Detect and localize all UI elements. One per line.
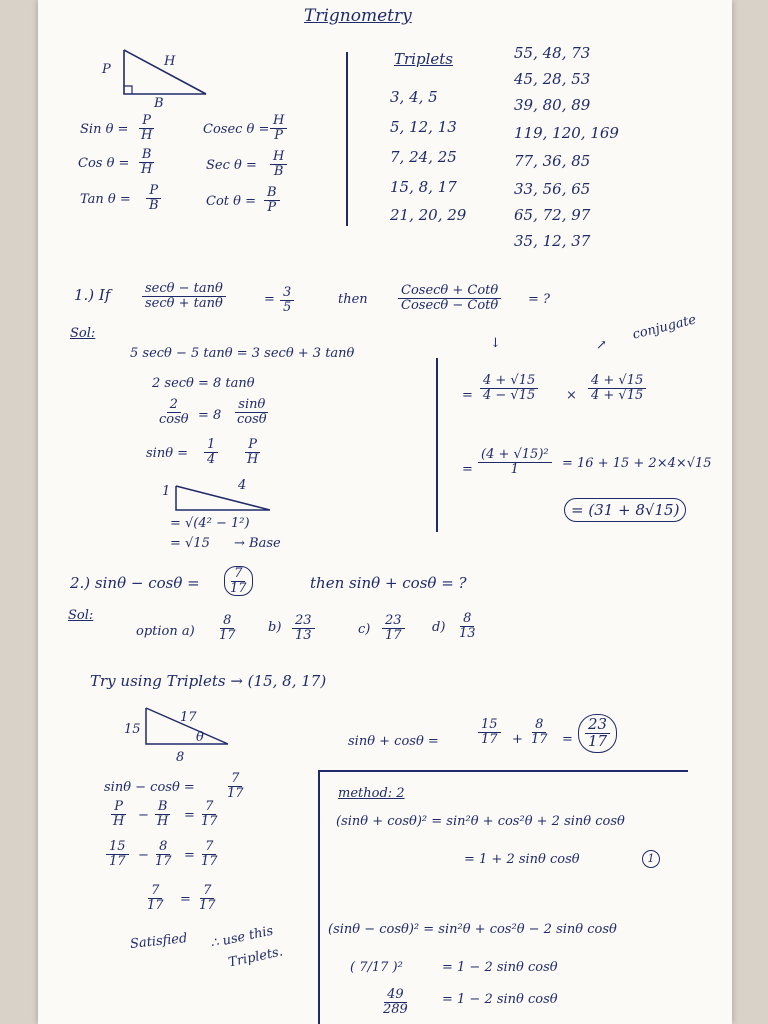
q1-conjugate-note: conjugate [631,312,698,343]
q2-label: 2.) sinθ − cosθ = [70,574,200,592]
triplet-item: 45, 28, 53 [514,70,591,88]
triplet-item: 119, 120, 169 [514,124,619,142]
down-arrow: ↓ [490,336,501,351]
triangle-label-p: P [102,62,111,77]
q1-divider [436,358,438,532]
q1-r3-tail: = 16 + 15 + 2×4×√15 [562,456,712,471]
tan-label: Tan θ = [80,192,131,207]
cot-label: Cot θ = [206,194,256,209]
notebook-page [38,0,732,1024]
triplet-item: 39, 80, 89 [514,96,591,114]
page-title: Trignometry [304,6,412,26]
q2-option-b: $\frac{23}{13}$ [292,614,315,642]
sin-label: Sin θ = [80,122,129,137]
q2-triangle-8: 8 [176,750,185,765]
q2-eq: = [180,892,191,907]
q1-step: 5 secθ − 5 tanθ = 3 secθ + 3 tanθ [130,346,355,361]
triplet-item: 3, 4, 5 [390,88,438,106]
q1-base-step: = √(4² − 1²) [170,516,250,531]
method2-line: = 1 − 2 sinθ cosθ [442,960,558,975]
q2-triplets-word: Triplets. [227,944,285,971]
q2-use-this: ∴ use this [209,923,275,952]
q2-option-b-label: b) [268,620,282,635]
q2-option-a: $\frac{8}{17}$ [219,613,236,643]
q2-satisfied: Satisfied [129,931,189,952]
triplet-item: 55, 48, 73 [514,44,591,62]
q2-sol: Sol: [68,608,94,623]
q2-sum-line: sinθ + cosθ = [348,734,439,749]
triplet-item: 7, 24, 25 [390,148,457,166]
q1-r2-fraction: $\frac{4 + √15}{4 + √15}$ [588,374,646,402]
q2-triangle-15: 15 [124,722,141,737]
triplets-heading: Triplets [394,50,453,68]
tan-fraction: $\frac{P}{B}$ [146,184,162,212]
q2-option-c: $\frac{23}{17}$ [382,614,405,642]
q1-triangle-four: 4 [238,478,247,493]
triplet-item: 33, 56, 65 [514,180,591,198]
triangle-label-h: H [164,54,176,69]
q2-plus: + [512,732,523,747]
q2-minus: − [138,808,149,823]
conjugate-arrow: ↗ [596,338,607,353]
method2-fraction: $\frac{49}{289}$ [383,987,408,1017]
q1-step4-frac: $\frac{1}{4}$ [204,438,218,466]
method2-line: = 1 − 2 sinθ cosθ [442,992,558,1007]
q2-check1-frac: $\frac{7}{17}$ [227,771,244,801]
q2-check4-l: $\frac{7}{17}$ [147,883,164,913]
method2-divider [318,770,320,1024]
method2-equation-tag: 1 [642,850,660,868]
triangle-label-b: B [154,96,164,111]
q2-triangle-theta: θ [196,730,204,745]
q1-step4: sinθ = [146,446,189,461]
triplet-item: 35, 12, 37 [514,232,591,250]
triplet-item: 65, 72, 97 [514,206,591,224]
q2-triangle-17: 17 [180,710,197,725]
q1-times: × [566,388,577,403]
q2-sum-answer: $\frac{23}{17}$ [578,714,617,753]
sec-label: Sec θ = [206,158,257,173]
q2-try-line: Try using Triplets → (15, 8, 17) [90,672,327,690]
q2-check4-r: $\frac{7}{17}$ [199,883,216,913]
q1-ask-tail: = ? [528,292,550,307]
q1-then: then [338,292,368,307]
top-divider [346,52,348,226]
q2-sum-eq: = [562,732,573,747]
q1-r1-fraction: $\frac{4 + √15}{4 - √15}$ [480,374,538,402]
method2-top-rule [318,770,688,772]
cosec-label: Cosec θ = [203,122,270,137]
q2-check3-b: $\frac{8}{17}$ [155,839,172,869]
triplet-item: 5, 12, 13 [390,118,457,136]
triplet-item: 77, 36, 85 [514,152,591,170]
q2-check-line: sinθ − cosθ = [104,780,195,795]
q1-step4-ph: $\frac{P}{H}$ [247,437,259,467]
q2-check2-r: $\frac{7}{17}$ [201,799,218,829]
q1-rhs-fraction: $\frac{3}{5}$ [280,286,294,314]
q2-option-c-label: c) [358,622,371,637]
q1-r3-fraction: $\frac{\text{(4 + √15)²}}{1}$ [478,448,552,476]
q2-given-fraction: $\frac{7}{17}$ [224,566,253,596]
q2-eq: = [184,808,195,823]
q1-step3-eq: = 8 [198,408,222,423]
q2-check2-p: $\frac{P}{H}$ [113,799,125,829]
q2-minus: − [138,848,149,863]
method2-line: = 1 + 2 sinθ cosθ [464,852,580,867]
q1-answer: = (31 + 8√15) [564,498,686,522]
cosec-fraction: $\frac{H}{P}$ [270,114,287,142]
q1-base-step: = √15 [170,536,210,551]
q2-eq: = [184,848,195,863]
q1-eq: = [264,292,275,307]
method2-heading: method: 2 [338,786,405,801]
q2-check3-a: $\frac{15}{17}$ [106,840,129,868]
q2-sum-a: $\frac{15}{17}$ [478,718,501,746]
q2-option-label: option a) [136,624,195,639]
q1-ask-fraction: Cosecθ + Cotθ Cosecθ − Cotθ [398,284,501,312]
sec-fraction: $\frac{H}{B}$ [270,150,287,178]
triplet-item: 21, 20, 29 [390,206,467,224]
q2-then: then sinθ + cosθ = ? [310,574,467,592]
sin-fraction: $\frac{P}{H}$ [141,113,153,143]
q2-check3-r: $\frac{7}{17}$ [201,839,218,869]
method2-line: (sinθ − cosθ)² = sin²θ + cos²θ − 2 sinθ cosθ [328,922,617,937]
cot-fraction: $\frac{B}{P}$ [264,186,280,214]
q1-triangle-one: 1 [162,484,171,499]
q2-sum-b: $\frac{8}{17}$ [531,717,548,747]
method2-line: ( 7/17 )² [350,960,403,975]
method2-line: (sinθ + cosθ)² = sin²θ + cos²θ + 2 sinθ cosθ [336,814,625,829]
q1-r-eq2: = [462,462,473,477]
q1-triangle [174,484,274,514]
cos-fraction: $\frac{B}{H}$ [138,148,155,176]
q1-base-arrow: → Base [234,536,281,551]
q1-lhs-fraction: secθ − tanθ secθ + tanθ [142,282,226,310]
cos-label: Cos θ = [78,156,130,171]
q2-option-d: $\frac{8}{13}$ [459,611,476,641]
q1-step3-right: $\frac{\sin\theta}{\cos\theta}$ [237,397,267,427]
q1-sol: Sol: [70,326,96,341]
q2-option-d-label: d) [432,620,446,635]
q1-step3-left: $\frac{2}{\cos\theta}$ [159,397,189,427]
triplet-item: 15, 8, 17 [390,178,457,196]
q1-label: 1.) If [74,286,111,304]
q1-r-eq: = [462,388,473,403]
q1-step: 2 secθ = 8 tanθ [152,376,255,391]
q2-check2-b: $\frac{B}{H}$ [154,800,171,828]
